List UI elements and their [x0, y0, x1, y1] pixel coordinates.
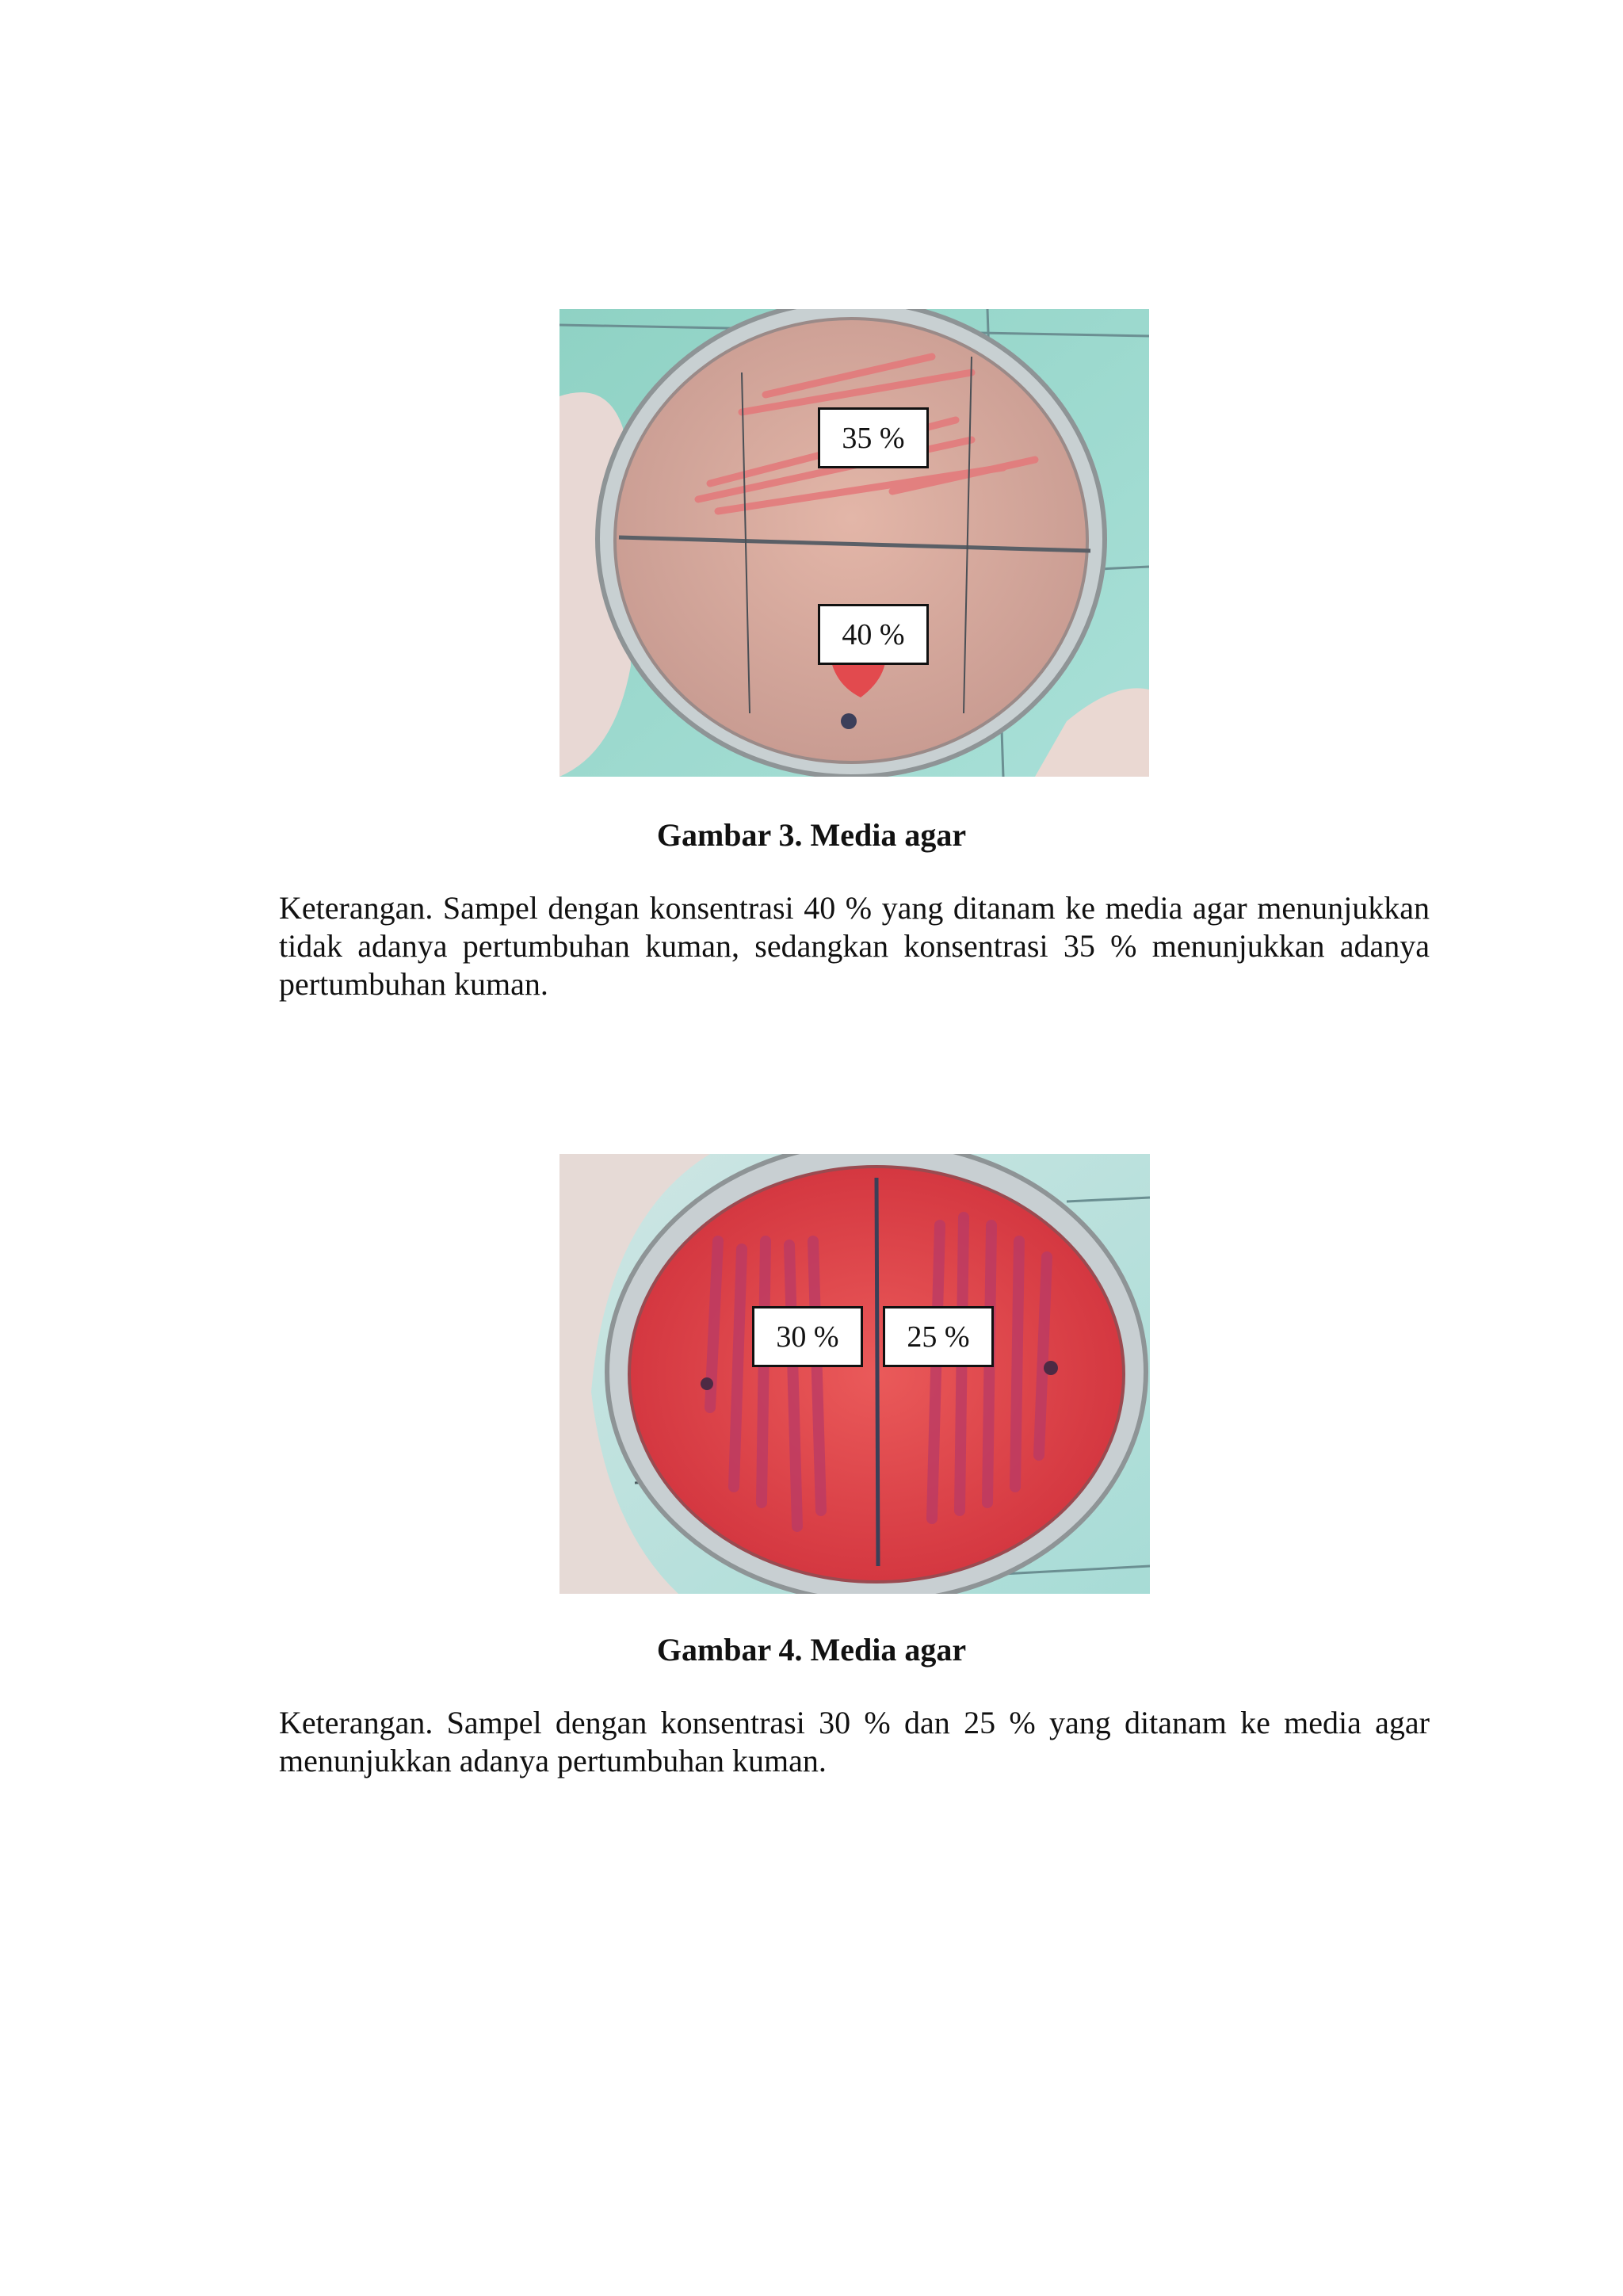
- concentration-label-40: 40 %: [818, 604, 929, 665]
- petri-dish-photo-3: [559, 309, 1149, 777]
- petri-dish-illustration-3: [559, 309, 1149, 777]
- figure-4-caption: Gambar 4. Media agar: [656, 1632, 967, 1668]
- petri-dish-illustration-4: [559, 1154, 1150, 1594]
- petri-dish-photo-4: [559, 1154, 1150, 1594]
- figure-3-description: Keterangan. Sampel dengan konsentrasi 40 % yang ditanam ke media agar menunjukkan tidak adanya pertumbuhan kuman, sedangkan konsentrasi 35 % menunjukkan adanya pertumbuhan kuman.: [279, 890, 1430, 1002]
- figure-4-description: Keterangan. Sampel dengan konsentrasi 30 % dan 25 % yang ditanam ke media agar menunjukkan adanya pertumbuhan kuman.: [279, 1705, 1430, 1778]
- concentration-label-25: 25 %: [883, 1306, 994, 1367]
- figure-3-caption: Gambar 3. Media agar: [656, 817, 967, 853]
- concentration-label-35: 35 %: [818, 407, 929, 468]
- concentration-label-30: 30 %: [752, 1306, 863, 1367]
